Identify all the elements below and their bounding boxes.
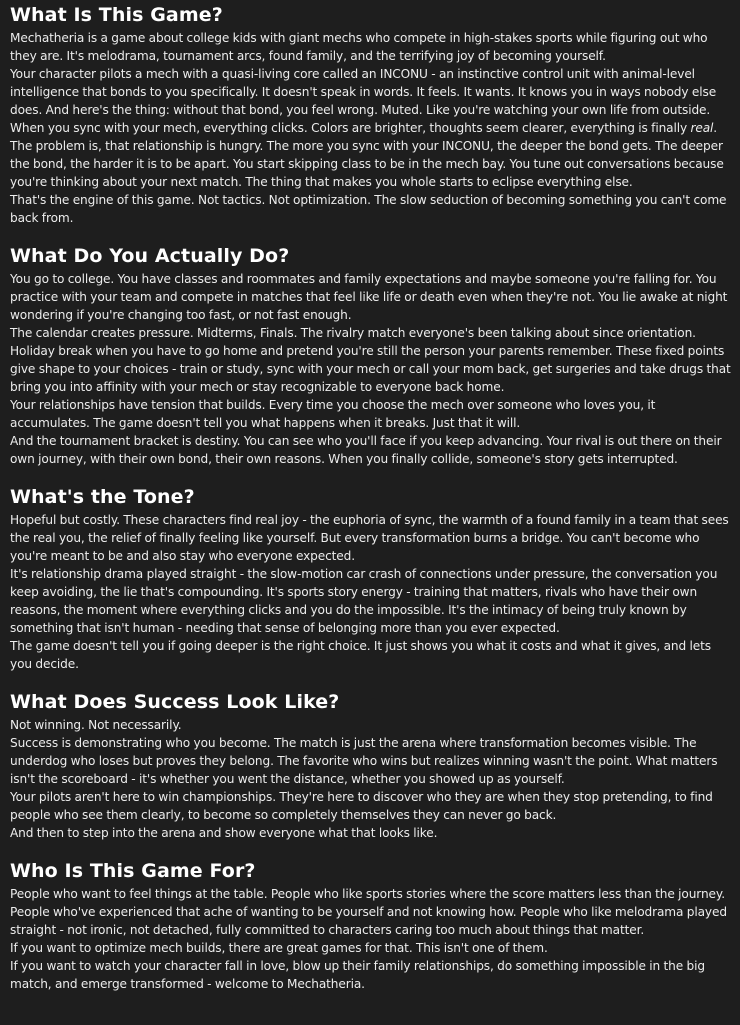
paragraph: Your relationships have tension that builds. Every time you choose the mech over someone who loves you, it accumulates. The game doesn't tell you what happens when it breaks. Just that it will. [10, 398, 656, 430]
paragraph: Your character pilots a mech with a quasi-living core called an INCONU - an instinctive control unit with animal-level intelligence that bonds to you specifically. It doesn't speak in words. It feels. It wants. It knows you in ways nobody else does. And here's the thing: without that bond, you feel wrong. Muted. Like you're watching your own life from outside. [10, 67, 717, 117]
paragraph: Your pilots aren't here to win championships. They're here to discover who they are when they stop pretending, to find people who see them clearly, to become so completely themselves they can never go back. [10, 790, 713, 822]
emphasis-text: real [690, 121, 714, 135]
paragraph: If you want to optimize mech builds, there are great games for that. This isn't one of them. [10, 941, 548, 955]
paragraph: Not winning. Not necessarily. [10, 718, 182, 732]
section-what-does-success-look-like [10, 690, 732, 842]
paragraph: You go to college. You have classes and roommates and family expectations and maybe someone you're falling for. You practice with your team and compete in matches that feel like life or death even when they're not. You lie awake at night wondering if you're changing too fast, or not fast enough. [10, 272, 728, 322]
paragraph: Mechatheria is a game about college kids with giant mechs who compete in high-stakes sports while figuring out who they are. It's melodrama, tournament arcs, found family, and the terrifying joy of becoming yourself. [10, 31, 708, 63]
paragraph: It's relationship drama played straight - the slow-motion car crash of connections under pressure, the conversation you keep avoiding, the lie that's compounding. It's sports story energy - training that matters, rivals who have their own reasons, the moment where everything clicks and you do the impossible. It's the intimacy of being truly known by something that isn't human - needing that sense of belonging more than you ever expected. [10, 567, 718, 635]
text-run: When you sync with your mech, everything clicks. Colors are brighter, thoughts seem clearer, everything is finally [10, 121, 691, 135]
paragraph: People who want to feel things at the table. People who like sports stories where the score matters less than the journey. People who've experienced that ache of wanting to be yourself and not knowing how. People who like melodrama played straight - not ironic, not detached, fully committed to characters caring too much about things that matter. [10, 887, 727, 937]
paragraph: Success is demonstrating who you become. The match is just the arena where transformation becomes visible. The underdog who loses but proves they belong. The favorite who wins but realizes winning wasn't the point. What matters isn't the scoreboard - it's whether you went the distance, whether you showed up as yourself. [10, 736, 718, 786]
paragraph: The problem is, that relationship is hungry. The more you sync with your INCONU, the deeper the bond gets. The deeper the bond, the harder it is to be apart. You start skipping class to be in the mech bay. You tune out conversations because you're thinking about your next match. The thing that makes you whole starts to eclipse everything else. [10, 139, 724, 189]
paragraph: And the tournament bracket is destiny. You can see who you'll face if you keep advancing. Your rival is out there on their own journey, with their own bond, their own reasons. When you finally collide, someone's story gets interrupted. [10, 434, 722, 466]
section-heading: What's the Tone? [10, 486, 195, 508]
section-heading: Who Is This Game For? [10, 860, 256, 882]
section-heading: What Is This Game? [10, 4, 223, 26]
paragraph: If you want to watch your character fall in love, blow up their family relationships, do something impossible in the big match, and emerge transformed - welcome to Mechatheria. [10, 959, 705, 991]
section-what-do-you-actually-do [10, 244, 732, 468]
paragraph [10, 119, 732, 137]
paragraph: The game doesn't tell you if going deeper is the right choice. It just shows you what it costs and what it gives, and lets you decide. [10, 639, 711, 671]
paragraph: Hopeful but costly. These characters find real joy - the euphoria of sync, the warmth of a found family in a team that sees the real you, the relief of finally feeling like yourself. But every transformation burns a bridge. You can't become who you're meant to be and also stay who everyone expected. [10, 513, 729, 563]
section-heading: What Does Success Look Like? [10, 691, 340, 713]
paragraph: And then to step into the arena and show everyone what that looks like. [10, 826, 438, 840]
paragraph: That's the engine of this game. Not tactics. Not optimization. The slow seduction of becoming something you can't come back from. [10, 193, 727, 225]
paragraph: The calendar creates pressure. Midterms, Finals. The rivalry match everyone's been talking about since orientation. Holiday break when you have to go home and pretend you're still the person your parents remember. These fixed points give shape to your choices - train or study, sync with your mech or call your mom back, get surgeries and take drugs that bring you into affinity with your mech or stay recognizable to everyone back home. [10, 326, 731, 394]
section-what-is-this-game [10, 3, 732, 227]
section-who-is-this-game-for [10, 859, 732, 993]
section-whats-the-tone [10, 485, 732, 673]
section-heading: What Do You Actually Do? [10, 245, 290, 267]
text-run: . [713, 121, 718, 135]
